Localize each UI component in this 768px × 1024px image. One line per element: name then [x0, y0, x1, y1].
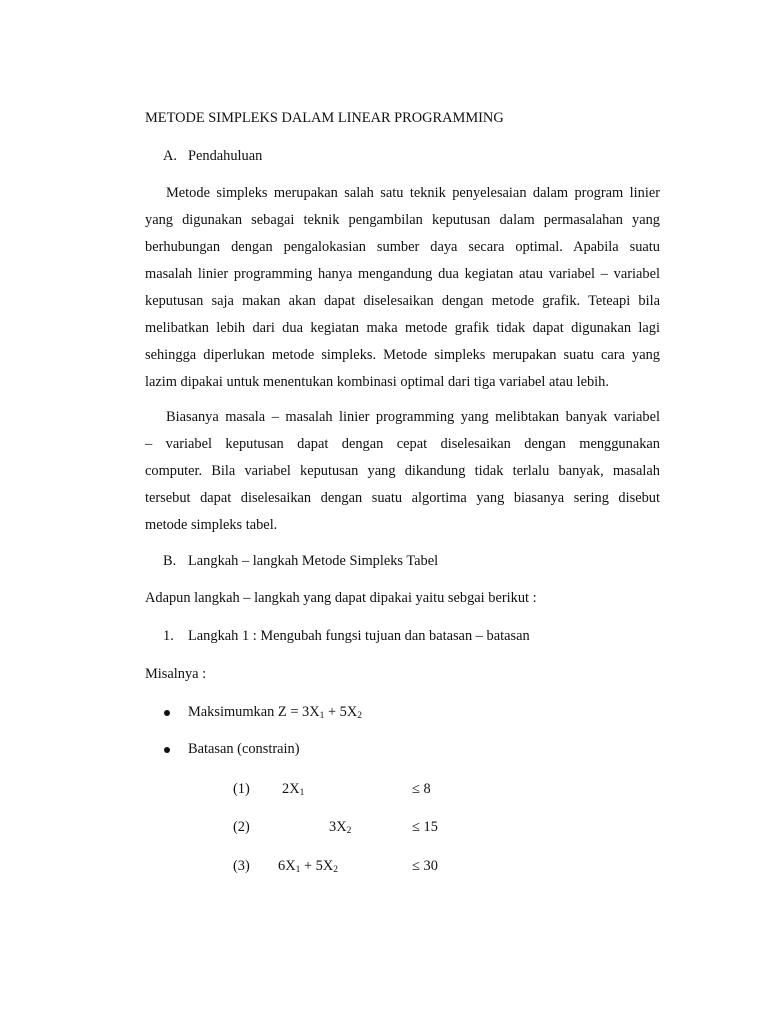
step-1-label: 1.: [163, 628, 174, 644]
constraint-term: 6X: [278, 858, 296, 874]
paragraph-2: [145, 404, 660, 539]
objective-function: [188, 704, 362, 721]
paragraph-line: – variabel keputusan dapat dengan cepat diselesaikan dengan menggunakan: [145, 436, 660, 452]
paragraph-line: computer. Bila variabel keputusan yang dikandung tidak terlalu banyak, masalah: [145, 463, 660, 479]
constraint-term: + 5X: [300, 858, 334, 874]
constraint-3-number: (3): [233, 858, 250, 874]
constraint-2-expression: [329, 819, 351, 836]
constraint-sub: 2: [346, 826, 352, 836]
paragraph-line: melibatkan lebih dari dua kegiatan maka metode grafik tidak dapat digunakan lagi: [145, 320, 660, 336]
constraint-2-number: (2): [233, 819, 250, 835]
document-title: METODE SIMPLEKS DALAM LINEAR PROGRAMMING: [145, 110, 504, 126]
section-a-label: A.: [163, 148, 177, 164]
section-b-label: B.: [163, 553, 177, 569]
paragraph-line: lazim dipakai untuk menentukan kombinasi optimal dari tiga variabel atau lebih.: [145, 374, 609, 390]
constraint-3-expression: [278, 858, 338, 875]
objective-sub-1: 1: [319, 711, 325, 721]
constraints-label: Batasan (constrain): [188, 741, 300, 757]
paragraph-line: yang digunakan sebagai teknik pengambilan keputusan dalam permasalahan yang: [145, 212, 660, 228]
section-a-heading: [163, 148, 262, 165]
objective-prefix: Maksimumkan Z = 3X: [188, 704, 320, 720]
constraint-sub: 2: [333, 865, 338, 875]
paragraph-line: sehingga diperlukan metode simpleks. Metode simpleks merupakan suatu cara yang: [145, 347, 660, 363]
section-b-heading: [163, 553, 438, 570]
paragraph-line: Metode simpleks merupakan salah satu teknik penyelesaian dalam program linier: [166, 185, 660, 201]
misalnya-label: Misalnya :: [145, 666, 207, 682]
paragraph-line: Biasanya masala – masalah linier programming yang melibtakan banyak variabel: [166, 409, 660, 425]
constraint-1-number: (1): [233, 781, 250, 797]
constraint-term: 2X: [282, 781, 300, 797]
section-b-text: Langkah – langkah Metode Simpleks Tabel: [188, 553, 439, 569]
constraint-1-expression: [282, 781, 304, 798]
constraint-2-rhs: ≤ 15: [412, 819, 438, 835]
constraint-3-rhs: ≤ 30: [412, 858, 438, 874]
objective-mid: + 5X: [324, 704, 358, 720]
bullet-icon: [164, 747, 170, 753]
constraint-term: 3X: [329, 819, 347, 835]
paragraph-line: metode simpleks tabel.: [145, 517, 278, 533]
paragraph-line: keputusan saja makan akan dapat diselesaikan dengan metode grafik. Teteapi bila: [145, 293, 660, 309]
paragraph-line: tersebut dapat diselesaikan dengan suatu algortima yang biasanya sering disebut: [145, 490, 660, 506]
intro-text: Adapun langkah – langkah yang dapat dipakai yaitu sebgai berikut :: [145, 590, 537, 606]
objective-sub-2: 2: [357, 711, 363, 721]
constraint-sub: 1: [295, 865, 301, 875]
bullet-icon: [164, 710, 170, 716]
constraint-1-rhs: ≤ 8: [412, 781, 431, 797]
step-1-heading: [163, 628, 530, 645]
paragraph-1: [145, 180, 660, 396]
paragraph-line: berhubungan dengan pengalokasian sumber daya secara optimal. Apabila suatu: [145, 239, 660, 255]
step-1-text: Langkah 1 : Mengubah fungsi tujuan dan batasan – batasan: [188, 628, 530, 644]
paragraph-line: masalah linier programming hanya mengandung dua kegiatan atau variabel – variabel: [145, 266, 660, 282]
section-a-text: Pendahuluan: [188, 148, 263, 164]
constraint-sub: 1: [299, 788, 305, 798]
